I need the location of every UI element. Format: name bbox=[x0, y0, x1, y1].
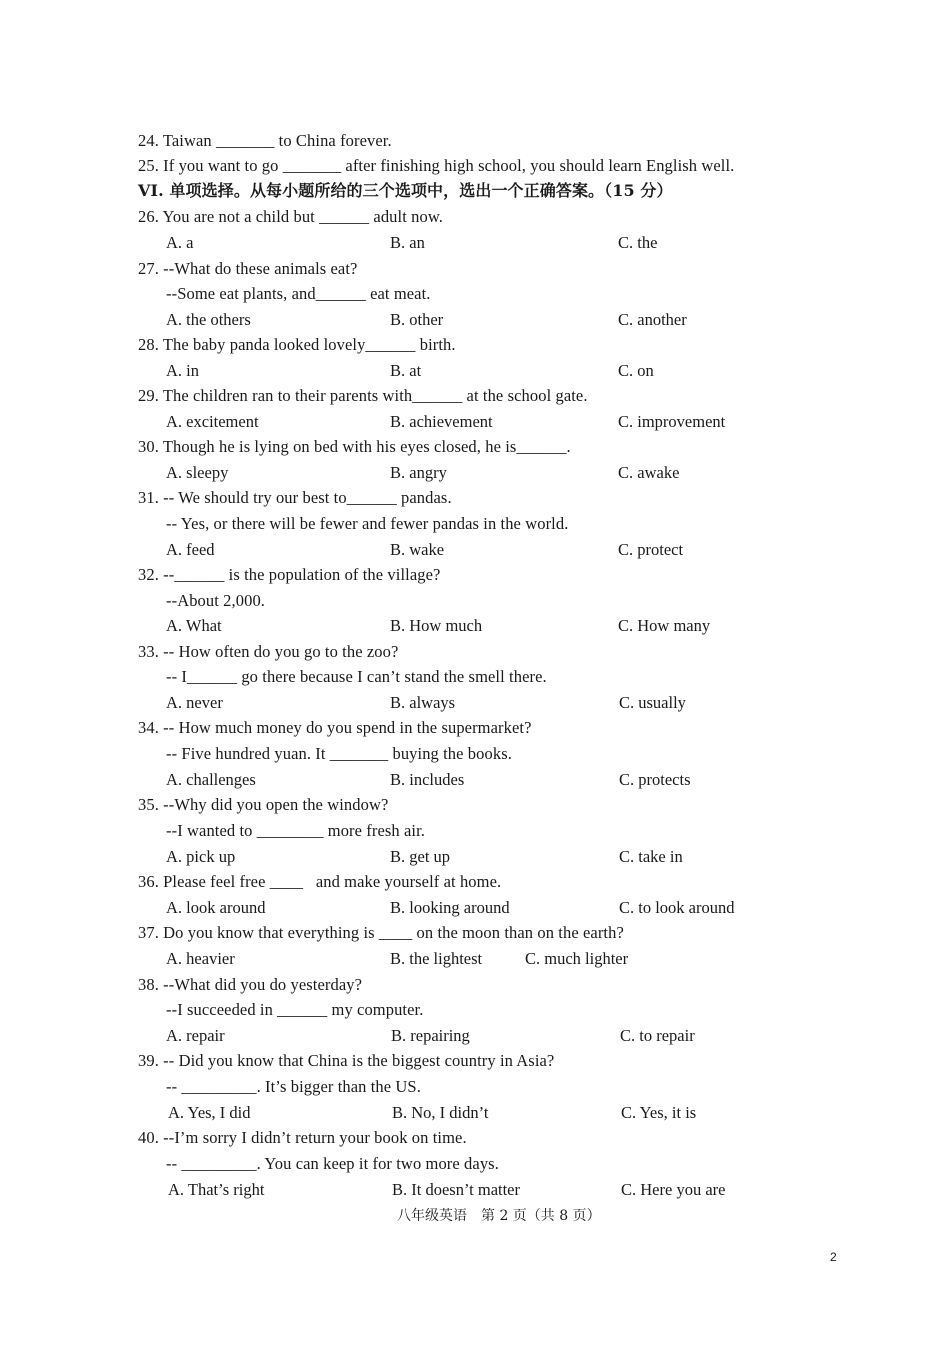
option-35-b: B. get up bbox=[390, 847, 451, 866]
page-number: 2 bbox=[830, 1250, 837, 1264]
question-35: 35. --Why did you open the window? bbox=[138, 795, 389, 814]
option-38-c: C. to repair bbox=[620, 1026, 695, 1045]
option-34-b: B. includes bbox=[390, 770, 465, 789]
question-39: 39. -- Did you know that China is the biggest country in Asia? bbox=[138, 1051, 555, 1070]
question-34: 34. -- How much money do you spend in the supermarket? bbox=[138, 718, 532, 737]
option-32-b: B. How much bbox=[390, 616, 483, 635]
question-26: 26. You are not a child but ______ adult now. bbox=[138, 207, 443, 226]
option-28-c: C. on bbox=[618, 361, 654, 380]
question-39-answer-line: -- _________. It’s bigger than the US. bbox=[166, 1077, 421, 1096]
option-38-a: A. repair bbox=[166, 1026, 225, 1045]
question-36: 36. Please feel free ____ and make yourself at home. bbox=[138, 872, 502, 891]
question-29: 29. The children ran to their parents with______ at the school gate. bbox=[138, 386, 588, 405]
question-38-answer-line: --I succeeded in ______ my computer. bbox=[166, 1000, 424, 1019]
option-28-b: B. at bbox=[390, 361, 422, 380]
option-35-a: A. pick up bbox=[166, 847, 236, 866]
option-29-a: A. excitement bbox=[166, 412, 259, 431]
question-28: 28. The baby panda looked lovely______ birth. bbox=[138, 335, 456, 354]
option-39-b: B. No, I didn’t bbox=[392, 1103, 489, 1122]
option-40-b: B. It doesn’t matter bbox=[392, 1180, 521, 1199]
question-30: 30. Though he is lying on bed with his eyes closed, he is______. bbox=[138, 437, 571, 456]
option-32-c: C. How many bbox=[618, 616, 711, 635]
question-24: 24. Taiwan _______ to China forever. bbox=[138, 131, 392, 150]
option-36-b: B. looking around bbox=[390, 898, 510, 917]
option-30-c: C. awake bbox=[618, 463, 680, 482]
option-34-a: A. challenges bbox=[166, 770, 256, 789]
option-26-b: B. an bbox=[390, 233, 425, 252]
option-33-b: B. always bbox=[390, 693, 456, 712]
question-27: 27. --What do these animals eat? bbox=[138, 259, 358, 278]
question-34-answer-line: -- Five hundred yuan. It _______ buying the books. bbox=[166, 744, 512, 763]
question-25: 25. If you want to go _______ after finishing high school, you should learn English well. bbox=[138, 156, 735, 175]
option-30-b: B. angry bbox=[390, 463, 447, 482]
option-37-b: B. the lightest bbox=[390, 949, 483, 968]
question-32-answer-line: --About 2,000. bbox=[166, 591, 266, 610]
option-31-c: C. protect bbox=[618, 540, 684, 559]
question-31: 31. -- We should try our best to______ pandas. bbox=[138, 488, 452, 507]
option-33-a: A. never bbox=[166, 693, 223, 712]
page-footer: 八年级英语 第 2 页（共 8 页） bbox=[397, 1208, 601, 1224]
option-40-a: A. That’s right bbox=[168, 1180, 265, 1199]
option-36-c: C. to look around bbox=[619, 898, 735, 917]
option-29-b: B. achievement bbox=[390, 412, 493, 431]
question-31-answer-line: -- Yes, or there will be fewer and fewer pandas in the world. bbox=[166, 514, 569, 533]
question-35-answer-line: --I wanted to ________ more fresh air. bbox=[166, 821, 426, 840]
question-40-answer-line: -- _________. You can keep it for two more days. bbox=[166, 1154, 499, 1173]
question-38: 38. --What did you do yesterday? bbox=[138, 975, 363, 994]
option-26-c: C. the bbox=[618, 233, 658, 252]
question-33-answer-line: -- I______ go there because I can’t stand the smell there. bbox=[166, 667, 547, 686]
question-32: 32. --______ is the population of the village? bbox=[138, 565, 441, 584]
option-29-c: C. improvement bbox=[618, 412, 726, 431]
option-32-a: A. What bbox=[166, 616, 222, 635]
option-33-c: C. usually bbox=[619, 693, 686, 712]
option-30-a: A. sleepy bbox=[166, 463, 229, 482]
option-27-a: A. the others bbox=[166, 310, 251, 329]
section-heading: VI. 单项选择。从每小题所给的三个选项中，选出一个正确答案。（15 分） bbox=[138, 181, 673, 200]
option-37-c: C. much lighter bbox=[525, 949, 629, 968]
question-27-answer-line: --Some eat plants, and______ eat meat. bbox=[166, 284, 431, 303]
option-35-c: C. take in bbox=[619, 847, 683, 866]
option-27-b: B. other bbox=[390, 310, 444, 329]
question-40: 40. --I’m sorry I didn’t return your book on time. bbox=[138, 1128, 467, 1147]
option-34-c: C. protects bbox=[619, 770, 691, 789]
option-39-c: C. Yes, it is bbox=[621, 1103, 697, 1122]
option-40-c: C. Here you are bbox=[621, 1180, 726, 1199]
option-36-a: A. look around bbox=[166, 898, 266, 917]
option-27-c: C. another bbox=[618, 310, 687, 329]
option-39-a: A. Yes, I did bbox=[168, 1103, 251, 1122]
question-33: 33. -- How often do you go to the zoo? bbox=[138, 642, 399, 661]
option-28-a: A. in bbox=[166, 361, 199, 380]
option-38-b: B. repairing bbox=[391, 1026, 470, 1045]
option-31-b: B. wake bbox=[390, 540, 445, 559]
option-26-a: A. a bbox=[166, 233, 194, 252]
question-37: 37. Do you know that everything is ____ on the moon than on the earth? bbox=[138, 923, 624, 942]
option-37-a: A. heavier bbox=[166, 949, 235, 968]
option-31-a: A. feed bbox=[166, 540, 215, 559]
